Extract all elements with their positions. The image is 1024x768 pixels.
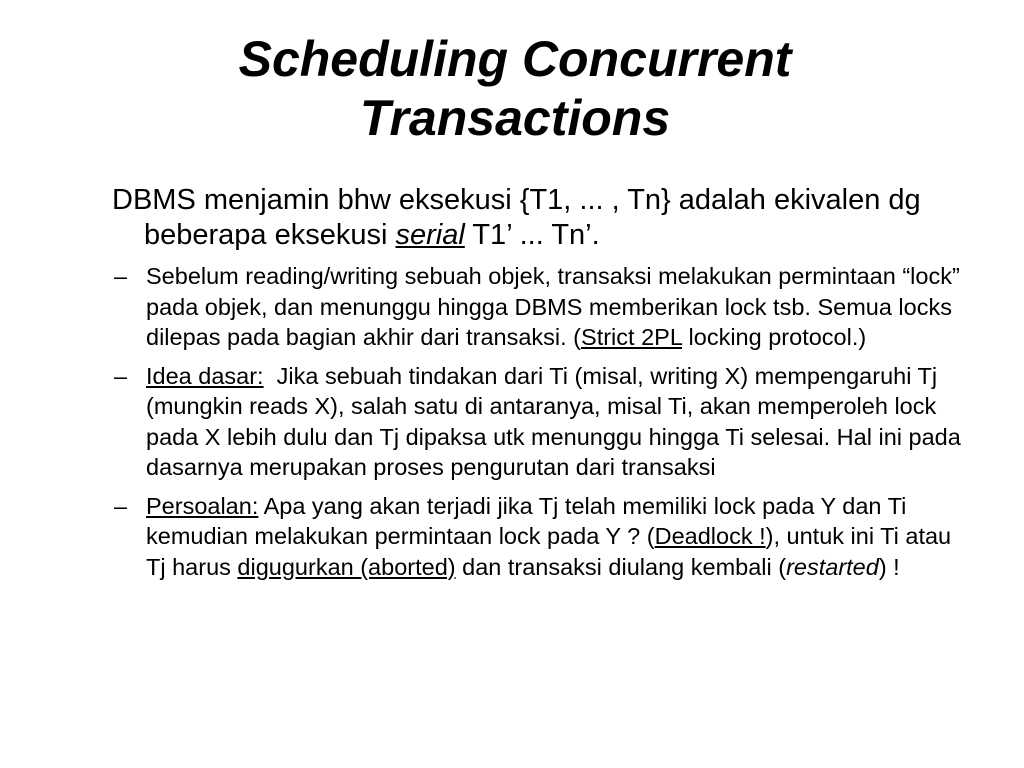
- sub-bullet-1: [112, 261, 972, 353]
- main-bullet-emphasis-serial: serial: [395, 219, 465, 251]
- dash-marker: –: [114, 492, 128, 519]
- main-bullet-text-b: T1’ ... Tn’.: [464, 219, 600, 251]
- dash-marker: –: [114, 362, 128, 389]
- sub-bullet-1-strict-2pl: Strict 2PL: [581, 324, 683, 350]
- sub-bullet-3-restarted: restarted: [786, 553, 879, 580]
- title-line-2: Transactions: [359, 90, 671, 146]
- sub-bullet-3-text-d: ) !: [878, 553, 900, 580]
- slide-title: [100, 30, 930, 148]
- sub-bullet-2: [112, 361, 972, 483]
- sub-bullet-3-text-a: Apa yang akan terjadi jika Tj telah memiliki lock pada Y dan Ti kemudian melakukan permintaan lock pada Y ? (: [146, 492, 907, 549]
- sub-bullet-3-text-c: dan transaksi diulang kembali (: [455, 553, 787, 580]
- sub-bullet-1-text-a: Sebelum reading/writing sebuah objek, transaksi melakukan permintaan “lock” pada objek, dan menunggu hingga DBMS memberikan lock tsb. Semua locks dilepas pada bagian akhir dari transaksi. (: [146, 263, 960, 350]
- sub-bullet-3: [112, 491, 972, 583]
- sub-bullet-3-aborted: digugurkan (aborted): [237, 553, 456, 580]
- main-bullet: [112, 183, 972, 253]
- sub-bullet-3-label: Persoalan:: [146, 492, 259, 519]
- slide-body: [112, 183, 972, 590]
- dash-marker: –: [114, 263, 128, 289]
- main-bullet-text-a: DBMS menjamin bhw eksekusi {T1, ... , Tn} adalah ekivalen dg beberapa eksekusi: [112, 184, 921, 251]
- sub-bullet-3-text-b: ), untuk ini Ti atau Tj harus: [146, 523, 952, 580]
- title-line-1: Scheduling Concurrent: [238, 31, 792, 87]
- sub-bullet-2-text: Jika sebuah tindakan dari Ti (misal, writing X) mempengaruhi Tj (mungkin reads X), salah satu di antaranya, misal Ti, akan memperoleh lock pada X lebih dulu dan Tj dipaksa utk menunggu hingga Ti selesai. Hal ini pada dasarnya merupakan proses pengurutan dari transaksi: [146, 362, 968, 480]
- sub-bullet-1-text-b: locking protocol.): [682, 324, 867, 350]
- sub-bullet-3-deadlock: Deadlock !: [654, 523, 766, 549]
- sub-bullet-2-label: Idea dasar:: [146, 362, 264, 389]
